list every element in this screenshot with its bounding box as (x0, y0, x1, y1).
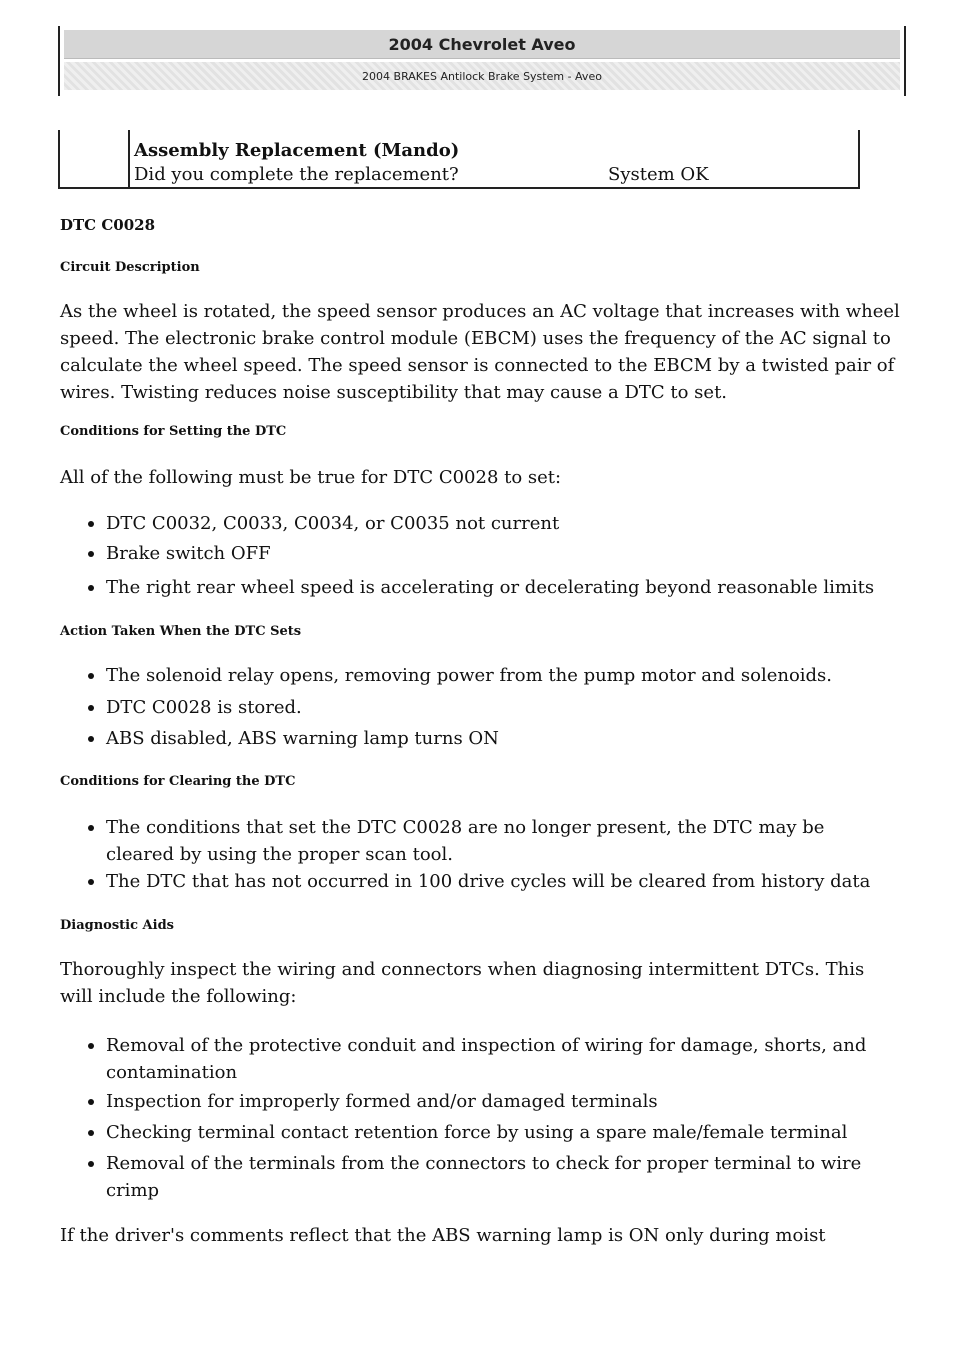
list-item: Inspection for improperly formed and/or damaged terminals (88, 1088, 878, 1115)
table-divider (128, 130, 130, 187)
action-taken-heading: Action Taken When the DTC Sets (60, 624, 302, 639)
conditions-clearing-heading: Conditions for Clearing the DTC (60, 774, 296, 789)
table-row-title: Assembly Replacement (Mando) (134, 140, 460, 161)
bullet-icon (88, 1099, 94, 1105)
circuit-description-heading: Circuit Description (60, 260, 200, 275)
conditions-setting-heading: Conditions for Setting the DTC (60, 424, 287, 439)
bullet-icon (88, 1130, 94, 1136)
list-item: DTC C0028 is stored. (88, 694, 878, 721)
table-row-question: Did you complete the replacement? (134, 164, 459, 185)
bullet-icon (88, 1161, 94, 1167)
header-subtitle-band (64, 62, 900, 90)
diagnostic-aids-closing: If the driver's comments reflect that the ABS warning lamp is ON only during moist (60, 1225, 826, 1246)
list-item: Removal of the terminals from the connectors to check for proper terminal to wire crimp (88, 1150, 878, 1204)
table-row-answer: System OK (608, 164, 709, 185)
bullet-icon (88, 585, 94, 591)
diagnostic-aids-intro: Thoroughly inspect the wiring and connectors when diagnosing intermittent DTCs. This will include the following: (60, 959, 865, 1007)
circuit-description-text: As the wheel is rotated, the speed sensor produces an AC voltage that increases with wheel speed. The electronic brake control module (EBCM) uses the frequency of the AC signal to calculate the wheel speed. The speed sensor is connected to the EBCM by a twisted pair of wires. Twisting reduces noise susceptibility that may cause a DTC to set. (60, 301, 900, 403)
header-subtitle: 2004 BRAKES Antilock Brake System - Aveo (362, 69, 602, 83)
list-item: The solenoid relay opens, removing power from the pump motor and solenoids. (88, 662, 878, 689)
list-item: The DTC that has not occurred in 100 drive cycles will be cleared from history data (88, 868, 878, 895)
list-item: The conditions that set the DTC C0028 are no longer present, the DTC may be cleared by using the proper scan tool. (88, 814, 878, 868)
bullet-icon (88, 551, 94, 557)
document-header (58, 26, 906, 96)
list-item: Removal of the protective conduit and inspection of wiring for damage, shorts, and contamination (88, 1032, 878, 1086)
list-item: ABS disabled, ABS warning lamp turns ON (88, 725, 878, 752)
list-item: Brake switch OFF (88, 540, 878, 567)
list-item: Checking terminal contact retention force by using a spare male/female terminal (88, 1119, 878, 1146)
bullet-icon (88, 705, 94, 711)
header-title: 2004 Chevrolet Aveo (388, 34, 576, 54)
bullet-icon (88, 736, 94, 742)
diagnostic-aids-heading: Diagnostic Aids (60, 918, 174, 933)
list-item: DTC C0032, C0033, C0034, or C0035 not current (88, 510, 878, 537)
replacement-table (58, 130, 860, 189)
bullet-icon (88, 825, 94, 831)
bullet-icon (88, 879, 94, 885)
header-title-band (64, 30, 900, 59)
list-item: The right rear wheel speed is accelerating or decelerating beyond reasonable limits (88, 574, 878, 601)
bullet-icon (88, 521, 94, 527)
bullet-icon (88, 673, 94, 679)
dtc-title: DTC C0028 (60, 216, 156, 234)
conditions-setting-intro: All of the following must be true for DTC C0028 to set: (60, 467, 562, 488)
bullet-icon (88, 1043, 94, 1049)
